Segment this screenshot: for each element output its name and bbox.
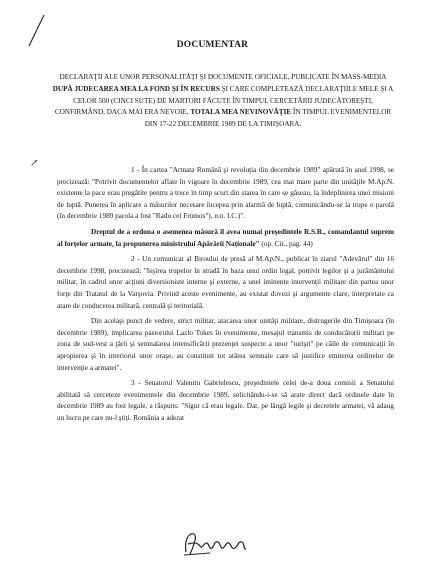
intro-text-1: DECLARAŢII ALE UNOR PERSONALITĂŢI ŞI DOCUMENTE OFICIALE, PUBLICATE ÎN MASS-MEDIA — [59, 73, 387, 81]
document-intro — [50, 72, 396, 131]
paragraph-2: 2 - Un comunicat al Biroului de presă al M.Ap.N., publicat în ziarul "Adevărul" din 16 decembrie 1998, precizează: "Ieşirea trupelor în stradă în baza unui ordin legal, potrivit legilor şi a jurământului militar, în cadrul unor acţiuni diversioniste interne şi externe, a unei iminente intervenţii militare din partea unor forţe din Tratatul de la Varşovia. Privind aceste evenimente, au existat dovezi şi argumente clare, interpretate ca atare de conducerea militară, centrală şi teritorială. — [57, 255, 394, 310]
margin-mark: ↗ — [30, 158, 39, 169]
intro-bold-1: DUPĂ JUDECAREA MEA LA FOND ŞI ÎN RECURS — [52, 84, 220, 93]
intro-text-3: ÎN TIMPUL EVENIMENTELOR DIN 17-22 DECEMBRIE 1989 DE LA TIMIŞOARA. — [144, 108, 392, 129]
document-body — [57, 165, 394, 428]
paragraph-1: 1 - În cartea "Armata Română şi revoluţia din decembrie 1989" apărută în anul 1998, se precizează: "Potrivit documentelor aflate în vigoare în decembrie 1989, cea mai mare parte din unităţile M.Ap.N. existente la pace erau pregătite pentru a trece în timp scurt din starea în care se găseau, la îndeplinirea unei misiuni de luptă. Punerea în aplicare a măsurilor necesare începea prin alarmă de luptă, comunicându-se la trupe o parolă (în decembrie 1989 parola a fost "Radu cel Frumos"), n.n. I.C.)". — [57, 166, 394, 221]
paragraph-1-reference: (op. Cit., pag. 44) — [259, 239, 313, 248]
paragraph-1-emphasis — [57, 227, 394, 250]
paragraph-3: Din acelaşi punct de vedere, strict militar, atacarea unor unităţi militare, distrugerile din Timişoara (în decembrie 1989), implicarea pastorului Lazlo Tokes în evenimente, mesajul transmis de conducătorii militari pe zona de sud-vest a ţării şi semnalarea intensificării prezenţei suspecte a unor "turişti" pe căile de comunicaţii în apropierea şi în interiorul unor oraşe, au constituit tot atâtea semnale care să justifice emiterea ordinelor de intervenţie a armatei". — [57, 317, 394, 372]
paragraph-1-bold: Dreptul de a ordona o asemenea măsură îl avea numai preşedintele R.S.R., comandantul suprem al forţelor armate, la propunerea ministrului Apărării Naţionale" — [57, 227, 394, 248]
paragraph-4: 3 - Senatorul Valentin Gabrielescu, preşedintele celei de-a doua comisii a Senatului abilitată să cerceteze evenimentele din decembrie 1989, solicitându-i-se să arate direct dacă ordinele date în decembrie 1989 au fost legale, a răspuns: "Sigur că erau legale. Dar, pe lângă legile şi decretele armatei, vă adaug un lucru pe care nu-l ştiţi. România a aderat — [57, 379, 394, 422]
handwritten-signature — [180, 528, 250, 558]
document-title: DOCUMENTAR — [176, 40, 249, 50]
intro-text-2: ŞI CARE COMPLETEAZĂ DECLARAŢIILE MELE ŞI A CELOR 500 (CINCI SUTE) DE MARTORI FĂCUTE ÎN TIMPUL CERCETĂRII JUDECĂTOREŞTI, CONFIRMÂND, DACA MAI ERA NEVOIE, — [54, 84, 394, 117]
intro-bold-2: TOTALA MEA NEVINOVĂŢIE — [190, 108, 292, 117]
